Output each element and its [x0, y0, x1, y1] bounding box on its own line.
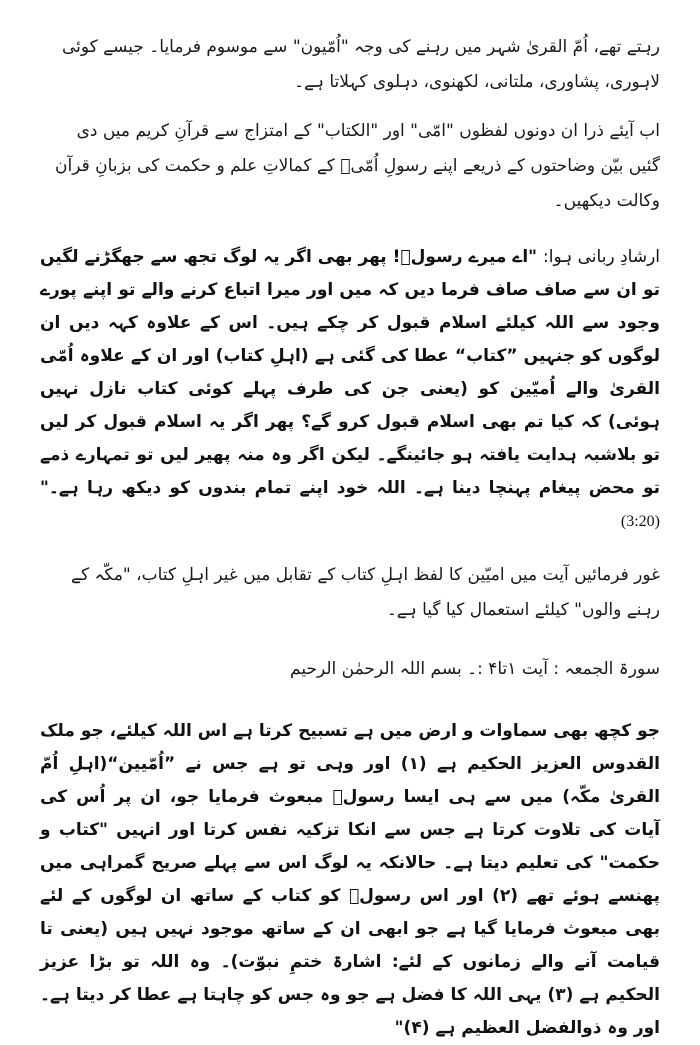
paragraph-ummiyeen-commentary: غور فرمائیں آیت میں امیّین کا لفظ اہلِ کتاب کے تقابل میں غیر اہلِ کتاب، "مکّہ کے رہنے والوں" کیلئے استعمال کیا گیا ہے۔ — [71, 565, 660, 620]
verse-reference: (3:20) — [620, 513, 660, 530]
paragraph-surah-jumuah-translation: جو کچھ بھی سماوات و ارض میں ہے تسبیح کرتا ہے اس اللہ کیلئے، جو ملک القدوس العزیز الحکیم ہے (۱) اور وہی تو ہے جس نے ”اُمّیین“(اہلِ اُمّ القریٰ مکّہ) میں سے ہی ایسا رسولؐ مبعوث فرمایا جو، ان پر اُس کی آیات کی تلاوت کرتا ہے جس سے انکا تزکیہ نفس کرتا اور انہیں "کتاب و حکمت" کی تعلیم دیتا ہے۔ حالانکہ یہ لوگ اس سے پہلے صریح گمراہی میں پھنسے ہوئے تھے (۲) اور اس رسولؐ کو کتاب کے ساتھ ان لوگوں کے لئے بھی مبعوث فرمایا گیا ہے جو ابھی ان کے ساتھ موجود نہیں ہیں (یعنی تا قیامت آنے والے زمانوں کے لئے: اشارۃ ختمِ نبوّت)۔ وہ اللہ تو بڑا عزیز الحکیم ہے (۳) یہی اللہ کا فضل ہے جو وہ جس کو چاہتا ہے عطا کر دیتا ہے۔ اور وہ ذوالفضل العظیم ہے (۴)" — [40, 721, 660, 1038]
paragraph-quran-verse-3-20 — [40, 241, 660, 538]
paragraph-ummi-al-kitab-intro: اب آیئے ذرا ان دونوں لفظوں "امّی" اور "الکتاب" کے امتزاج سے قرآنِ کریم میں دی گئیں بیّن وضاحتوں کے ذریعے اپنے رسولِ اُمّیؐ کے کمالاتِ علم و حکمت کی بزبانِ قرآن وکالت دیکھیں۔ — [55, 121, 660, 211]
surah-heading: سورۃ الجمعہ : آیت ۱تا۴ :۔ بسم اللہ الرحمٰن الرحیم — [290, 659, 660, 679]
paragraph-ummiyoon-explanation: رہتے تھے، اُمّ القریٰ شہر میں رہنے کی وجہ "اُمّیون" سے موسوم فرمایا۔ جیسے کوئی لاہوری، پشاوری، ملتانی، لکھنوی، دہلوی کہلاتا ہے۔ — [61, 37, 660, 92]
document-page — [40, 30, 660, 1045]
verse-lead-label: ارشادِ ربانی ہوا: — [543, 247, 661, 267]
verse-translation: "اے میرے رسولؐ! پھر بھی اگر یہ لوگ تجھ سے جھگڑنے لگیں تو ان سے صاف صاف فرما دیں کہ میں اور میرا اتباع کرنے والے تو اپنے پورے وجود سے اللہ کیلئے اسلام قبول کر چکے ہیں۔ اس کے علاوہ کہہ دیں ان لوگوں کو جنہیں ”کتاب“ عطا کی گئی ہے (اہلِ کتاب) اور ان کے علاوہ اُمّی القریٰ والے اُمیّین کو (یعنی جن کی طرف پہلے کوئی کتاب نازل نہیں ہوئی) کہ کیا تم بھی اسلام قبول کرو گے؟ پھر اگر یہ اسلام قبول کر لیں تو بلاشبہ ہدایت یافتہ ہو جائینگے۔ لیکن اگر وہ منہ پھیر لیں تو تمہارے ذمے تو محض پیغام پہنچا دینا ہے۔ اللہ خود اپنے تمام بندوں کو دیکھ رہا ہے۔" — [40, 247, 660, 498]
